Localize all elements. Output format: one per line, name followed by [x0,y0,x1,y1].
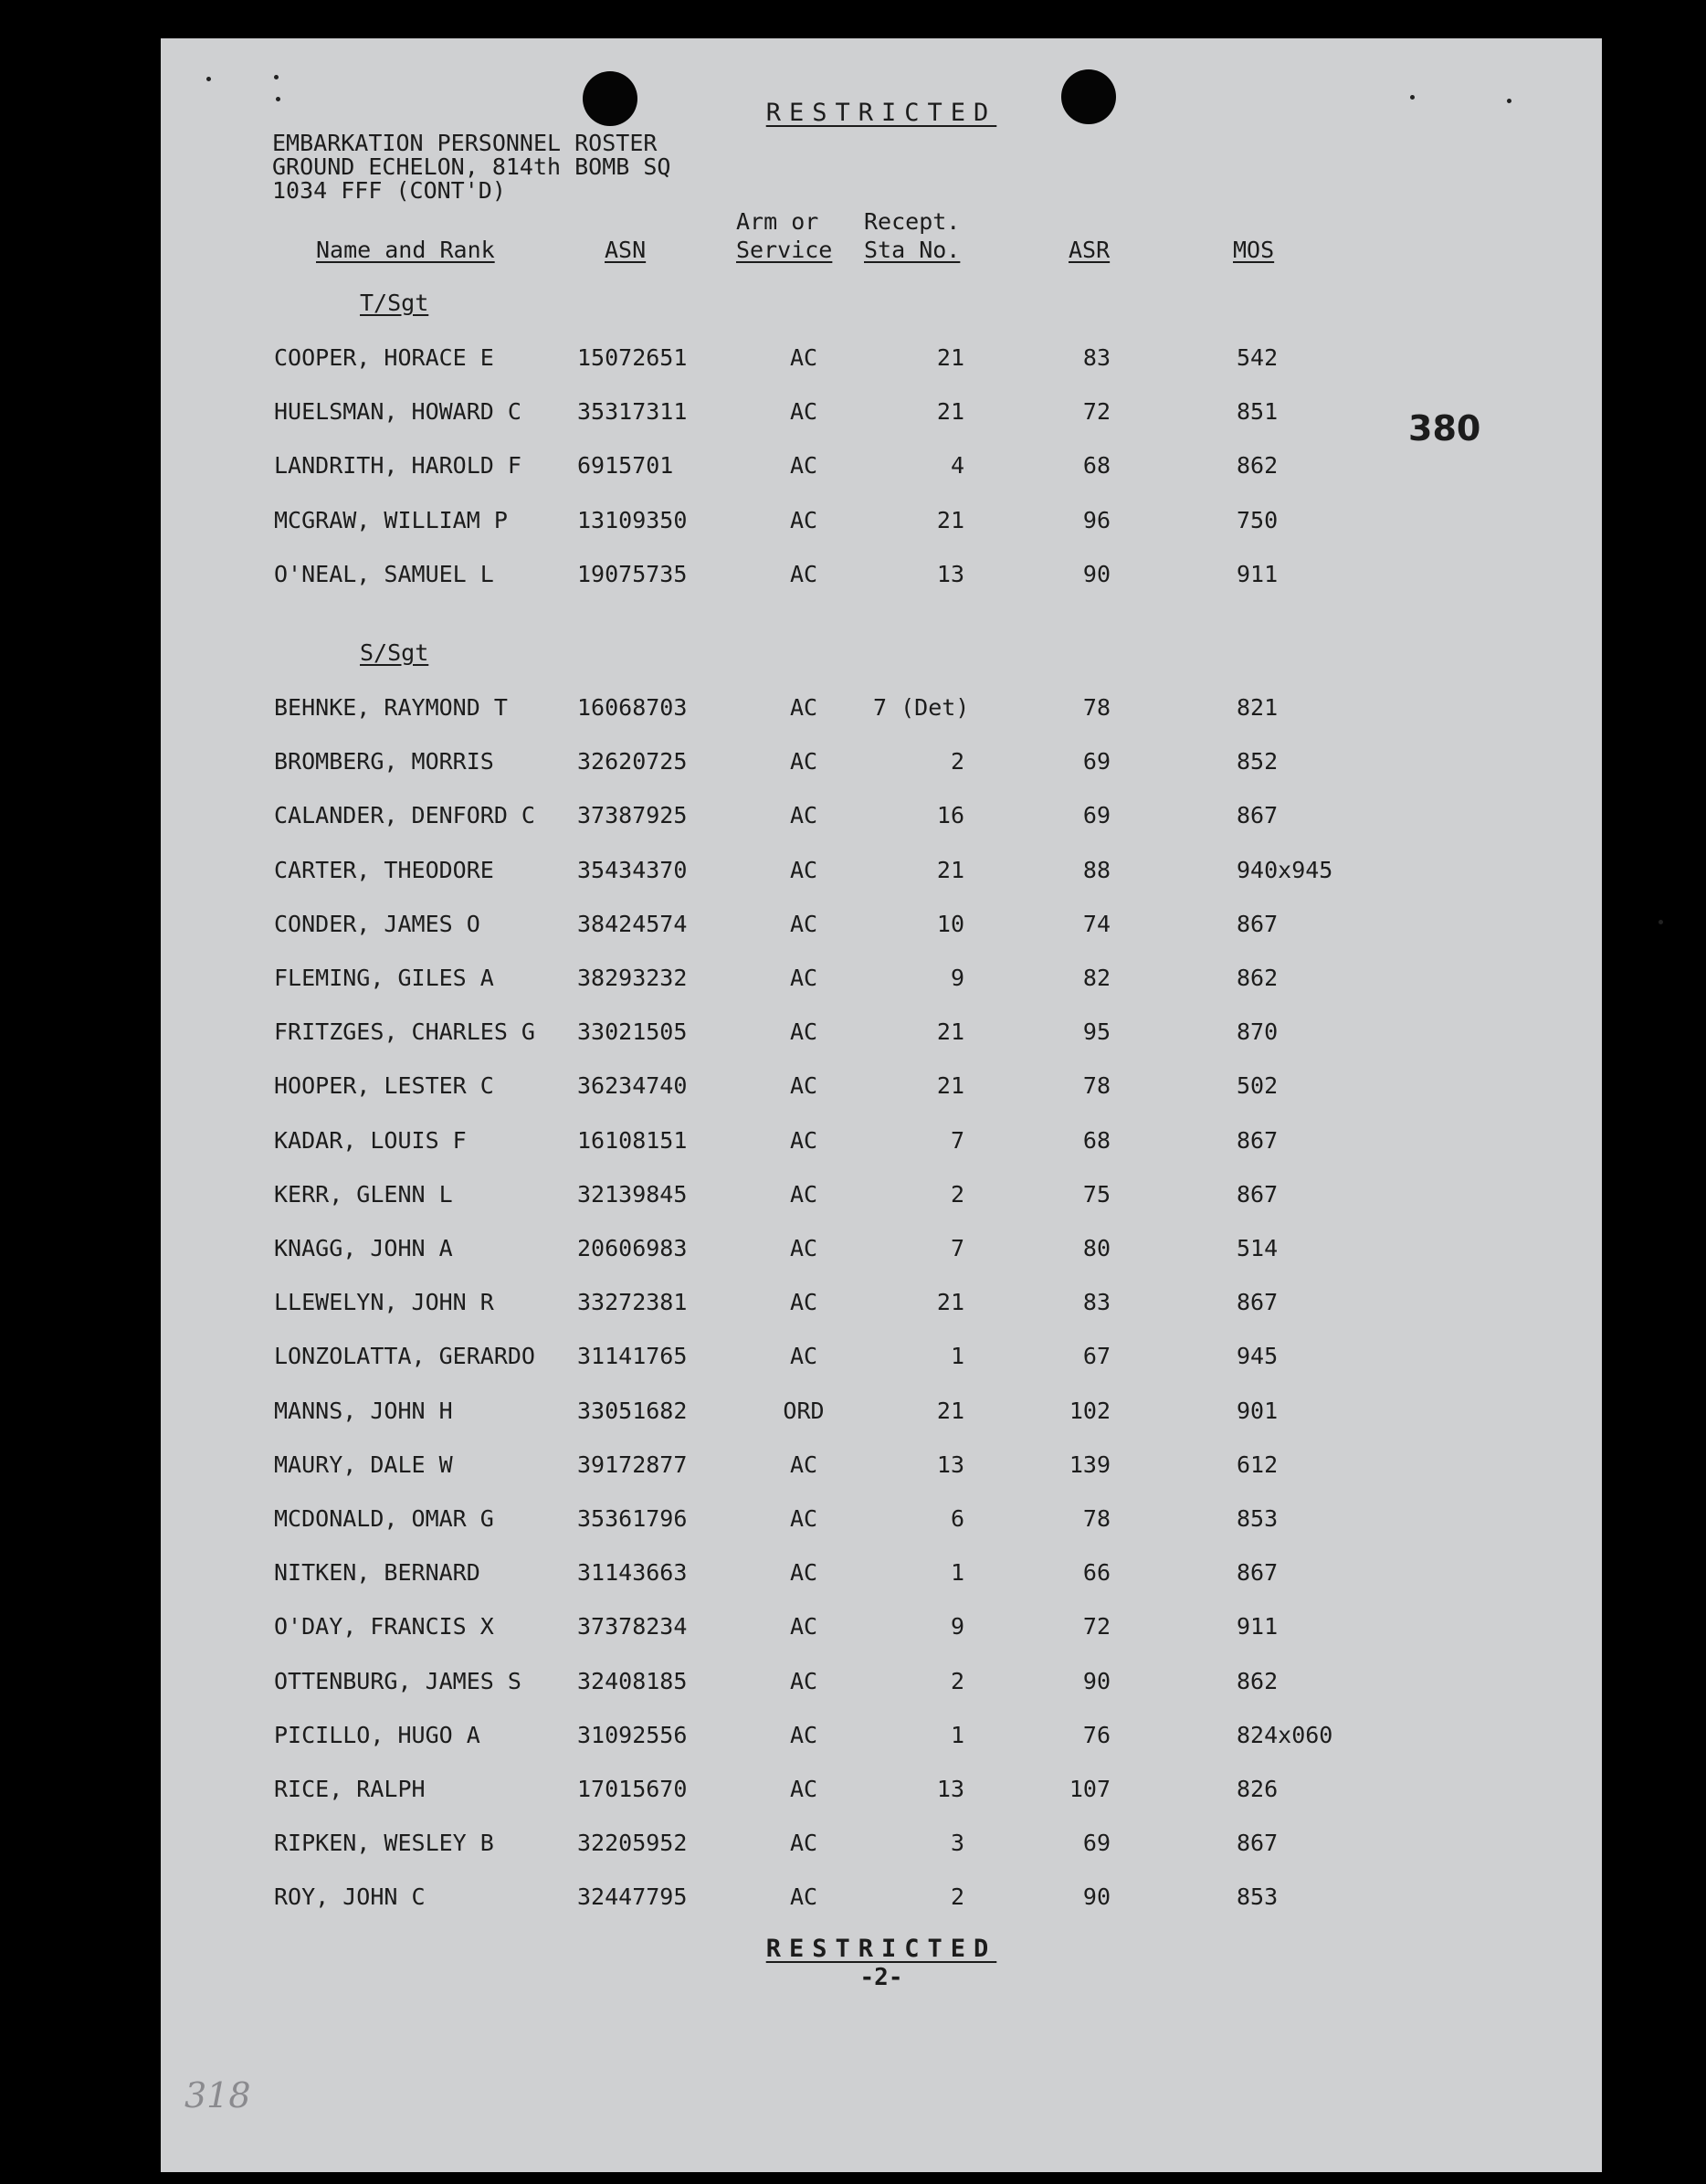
cell-mos: 867 [1237,1830,1279,1856]
cell-asr: 69 [1082,748,1111,775]
table-row [161,1883,1602,1920]
cell-asn: 35361796 [577,1505,688,1532]
cell-sta: 21 [936,857,964,883]
cell-mos: 867 [1237,1559,1279,1586]
cell-name: O'DAY, FRANCIS X [274,1613,494,1640]
restricted-header: RESTRICTED [765,99,997,127]
cell-arm: AC [789,561,818,587]
column-header-name-label: Name and Rank [316,237,495,263]
table-row [161,911,1602,947]
cell-asn: 31092556 [577,1722,688,1748]
column-header-mos [1233,236,1274,264]
table-row [161,1668,1602,1704]
cell-name: HUELSMAN, HOWARD C [274,398,521,425]
cell-name: KNAGG, JOHN A [274,1235,453,1261]
cell-arm: AC [789,398,818,425]
cell-asn: 32408185 [577,1668,688,1694]
table-row [161,965,1602,1001]
cell-mos: 821 [1237,694,1279,721]
cell-sta: 4 [950,452,964,479]
cell-mos: 502 [1237,1072,1279,1099]
cell-sta: 21 [936,1018,964,1045]
cell-asn: 32620725 [577,748,688,775]
cell-asn: 38293232 [577,965,688,991]
cell-name: NITKEN, BERNARD [274,1559,480,1586]
cell-arm: AC [789,1830,818,1856]
cell-name: RICE, RALPH [274,1776,426,1802]
cell-sta: 21 [936,1398,964,1424]
cell-asr: 78 [1082,694,1111,721]
cell-asr: 107 [1069,1776,1111,1802]
page-number: -2- [859,1964,903,1991]
table-row [161,802,1602,839]
table-row [161,561,1602,597]
cell-asr: 102 [1069,1398,1111,1424]
cell-asr: 96 [1082,507,1111,533]
table-row [161,1289,1602,1325]
stamped-number: 380 [1408,408,1481,448]
cell-mos: 851 [1237,398,1279,425]
cell-asn: 33272381 [577,1289,688,1315]
cell-name: CALANDER, DENFORD C [274,802,535,828]
cell-arm: ORD [783,1398,825,1424]
cell-asn: 6915701 [577,452,674,479]
table-row [161,452,1602,489]
cell-name: O'NEAL, SAMUEL L [274,561,494,587]
cell-asr: 72 [1082,398,1111,425]
column-header-arm-line1: Arm or [736,208,819,235]
cell-asr: 75 [1082,1181,1111,1208]
cell-name: FRITZGES, CHARLES G [274,1018,535,1045]
cell-mos: 852 [1237,748,1279,775]
cell-sta: 6 [950,1505,964,1532]
cell-mos: 911 [1237,1613,1279,1640]
speck [274,75,279,79]
cell-mos: 867 [1237,1127,1279,1154]
cell-mos: 901 [1237,1398,1279,1424]
column-header-sta-line2: Sta No. [864,237,961,263]
cell-asn: 16108151 [577,1127,688,1154]
cell-mos: 862 [1237,452,1279,479]
cell-asn: 17015670 [577,1776,688,1802]
cell-arm: AC [789,1451,818,1478]
table-row [161,857,1602,893]
cell-arm: AC [789,1343,818,1369]
cell-asr: 72 [1082,1613,1111,1640]
table-row [161,1127,1602,1164]
cell-sta: 7 [950,1235,964,1261]
cell-asr: 90 [1082,561,1111,587]
table-row [161,398,1602,435]
cell-name: RIPKEN, WESLEY B [274,1830,494,1856]
cell-asr: 83 [1082,344,1111,371]
roster-subtitle: 1034 FFF (CONT'D) [272,177,506,204]
cell-asr: 66 [1082,1559,1111,1586]
cell-arm: AC [789,1181,818,1208]
cell-arm: AC [789,802,818,828]
column-header-sta [864,207,960,264]
cell-asn: 37387925 [577,802,688,828]
cell-asr: 90 [1082,1668,1111,1694]
table-row [161,748,1602,785]
cell-name: CARTER, THEODORE [274,857,494,883]
cell-arm: AC [789,452,818,479]
cell-asn: 31141765 [577,1343,688,1369]
table-row [161,1343,1602,1379]
cell-arm: AC [789,1018,818,1045]
cell-mos: 514 [1237,1235,1279,1261]
cell-sta: 2 [950,1883,964,1910]
cell-mos: 911 [1237,561,1279,587]
cell-arm: AC [789,1883,818,1910]
column-header-name [316,236,495,264]
cell-sta: 2 [950,748,964,775]
cell-sta: 9 [950,965,964,991]
cell-asn: 32447795 [577,1883,688,1910]
column-header-asr [1069,236,1110,264]
cell-mos: 612 [1237,1451,1279,1478]
cell-asn: 16068703 [577,694,688,721]
restricted-footer: RESTRICTED [765,1935,997,1963]
cell-mos: 750 [1237,507,1279,533]
cell-sta: 1 [950,1559,964,1586]
cell-arm: AC [789,1668,818,1694]
cell-asn: 38424574 [577,911,688,937]
cell-asn: 36234740 [577,1072,688,1099]
cell-arm: AC [789,507,818,533]
table-row [161,1722,1602,1758]
table-row [161,1018,1602,1055]
cell-name: MCDONALD, OMAR G [274,1505,494,1532]
cell-asr: 80 [1082,1235,1111,1261]
rank-heading-tsgt: T/Sgt [360,290,429,316]
cell-sta: 21 [936,398,964,425]
cell-name: OTTENBURG, JAMES S [274,1668,521,1694]
cell-asr: 68 [1082,1127,1111,1154]
table-row [161,1613,1602,1650]
cell-arm: AC [789,748,818,775]
cell-name: ROY, JOHN C [274,1883,426,1910]
cell-asn: 31143663 [577,1559,688,1586]
column-header-arm [736,207,832,264]
cell-asr: 82 [1082,965,1111,991]
cell-arm: AC [789,1559,818,1586]
cell-arm: AC [789,1072,818,1099]
roster-page [161,38,1602,2172]
cell-asr: 78 [1082,1505,1111,1532]
cell-arm: AC [789,344,818,371]
cell-arm: AC [789,1505,818,1532]
cell-asr: 74 [1082,911,1111,937]
cell-arm: AC [789,1613,818,1640]
cell-mos: 853 [1237,1883,1279,1910]
column-header-arm-line2: Service [736,237,833,263]
cell-asn: 37378234 [577,1613,688,1640]
column-header-asr-label: ASR [1069,237,1111,263]
cell-sta: 13 [936,1776,964,1802]
cell-sta: 7 (Det) [873,694,970,721]
cell-mos: 542 [1237,344,1279,371]
cell-name: FLEMING, GILES A [274,965,494,991]
cell-asn: 20606983 [577,1235,688,1261]
cell-mos: 862 [1237,1668,1279,1694]
column-header-mos-label: MOS [1233,237,1275,263]
cell-sta: 21 [936,1072,964,1099]
cell-arm: AC [789,1289,818,1315]
cell-arm: AC [789,965,818,991]
cell-sta: 21 [936,1289,964,1315]
cell-sta: 1 [950,1343,964,1369]
cell-name: BROMBERG, MORRIS [274,748,494,775]
table-row [161,1072,1602,1109]
roster-title: EMBARKATION PERSONNEL ROSTER [272,130,658,156]
cell-sta: 10 [936,911,964,937]
column-header-asn-label: ASN [605,237,647,263]
cell-asr: 78 [1082,1072,1111,1099]
cell-arm: AC [789,1722,818,1748]
cell-asr: 69 [1082,802,1111,828]
cell-arm: AC [789,694,818,721]
cell-name: MAURY, DALE W [274,1451,453,1478]
cell-sta: 1 [950,1722,964,1748]
cell-mos: 867 [1237,911,1279,937]
table-row [161,1776,1602,1812]
cell-asr: 88 [1082,857,1111,883]
cell-sta: 9 [950,1613,964,1640]
cell-arm: AC [789,1235,818,1261]
roster-unit: GROUND ECHELON, 814th BOMB SQ [272,153,671,180]
cell-asn: 33051682 [577,1398,688,1424]
table-row [161,1181,1602,1218]
speck [206,77,211,81]
cell-asr: 67 [1082,1343,1111,1369]
speck [1659,920,1663,924]
table-row [161,1830,1602,1866]
cell-asr: 68 [1082,452,1111,479]
cell-asn: 32205952 [577,1830,688,1856]
cell-asn: 39172877 [577,1451,688,1478]
cell-asn: 35317311 [577,398,688,425]
cell-arm: AC [789,911,818,937]
table-row [161,507,1602,543]
table-row [161,1505,1602,1542]
cell-name: KADAR, LOUIS F [274,1127,467,1154]
table-row [161,694,1602,731]
cell-asr: 90 [1082,1883,1111,1910]
cell-asn: 35434370 [577,857,688,883]
cell-mos: 862 [1237,965,1279,991]
cell-mos: 945 [1237,1343,1279,1369]
handwritten-note: 318 [184,2075,251,2115]
table-row [161,1235,1602,1271]
cell-mos: 867 [1237,1181,1279,1208]
cell-asr: 139 [1069,1451,1111,1478]
table-row [161,1398,1602,1434]
cell-sta: 21 [936,507,964,533]
cell-sta: 2 [950,1668,964,1694]
cell-arm: AC [789,1776,818,1802]
table-row [161,344,1602,381]
cell-mos: 870 [1237,1018,1279,1045]
cell-asr: 69 [1082,1830,1111,1856]
cell-sta: 16 [936,802,964,828]
cell-arm: AC [789,1127,818,1154]
column-header-sta-line1: Recept. [864,208,961,235]
cell-sta: 2 [950,1181,964,1208]
cell-mos: 867 [1237,1289,1279,1315]
cell-sta: 3 [950,1830,964,1856]
cell-asn: 13109350 [577,507,688,533]
cell-name: BEHNKE, RAYMOND T [274,694,508,721]
rank-heading-ssgt: S/Sgt [360,639,429,666]
table-row [161,1559,1602,1596]
cell-asr: 83 [1082,1289,1111,1315]
cell-mos: 940x945 [1237,857,1333,883]
cell-arm: AC [789,857,818,883]
cell-name: KERR, GLENN L [274,1181,453,1208]
cell-mos: 853 [1237,1505,1279,1532]
cell-name: PICILLO, HUGO A [274,1722,480,1748]
cell-mos: 824x060 [1237,1722,1333,1748]
column-header-asn [605,236,646,264]
cell-sta: 13 [936,1451,964,1478]
cell-name: LLEWELYN, JOHN R [274,1289,494,1315]
cell-asr: 76 [1082,1722,1111,1748]
cell-name: MCGRAW, WILLIAM P [274,507,508,533]
cell-name: HOOPER, LESTER C [274,1072,494,1099]
cell-sta: 21 [936,344,964,371]
cell-name: LANDRITH, HAROLD F [274,452,521,479]
cell-name: MANNS, JOHN H [274,1398,453,1424]
cell-asr: 95 [1082,1018,1111,1045]
cell-mos: 867 [1237,802,1279,828]
cell-sta: 13 [936,561,964,587]
cell-name: CONDER, JAMES O [274,911,480,937]
cell-asn: 33021505 [577,1018,688,1045]
cell-asn: 15072651 [577,344,688,371]
cell-name: LONZOLATTA, GERARDO [274,1343,535,1369]
table-row [161,1451,1602,1488]
cell-asn: 19075735 [577,561,688,587]
cell-mos: 826 [1237,1776,1279,1802]
cell-asn: 32139845 [577,1181,688,1208]
cell-name: COOPER, HORACE E [274,344,494,371]
cell-sta: 7 [950,1127,964,1154]
